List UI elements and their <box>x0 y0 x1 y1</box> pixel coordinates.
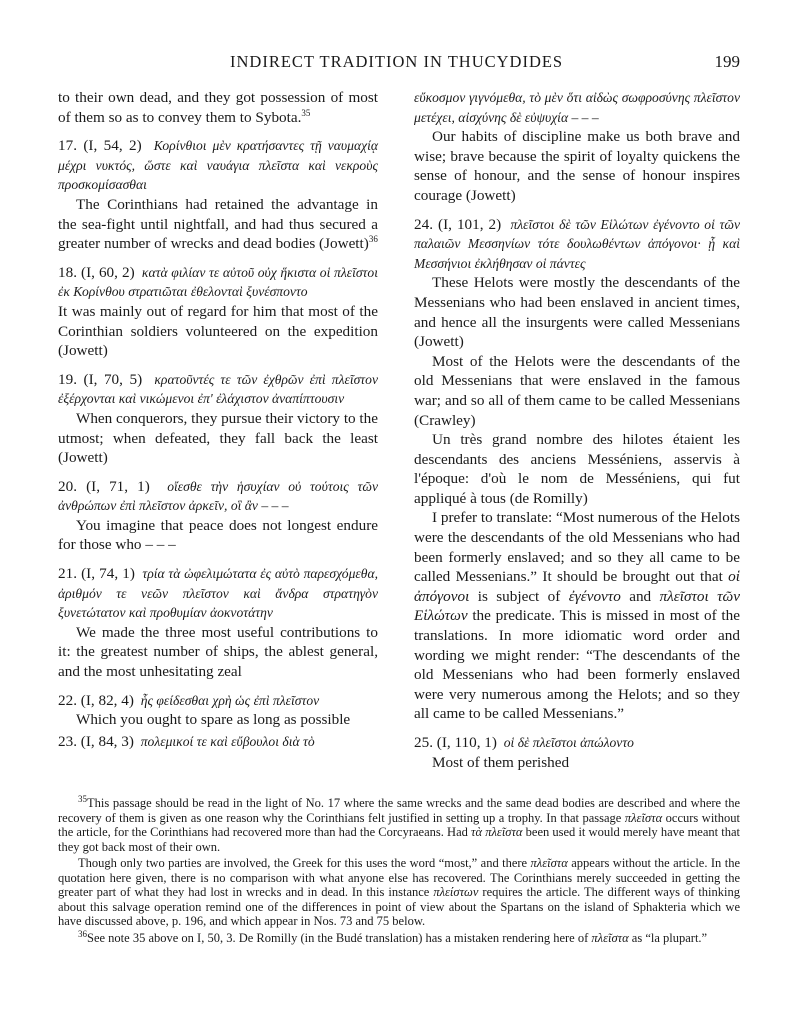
intro-paragraph: to their own dead, and they got possession of most of them so as to convey them to Sybota.$^{35}$ <box>58 89 378 126</box>
footnotes <box>58 793 741 947</box>
translation: It was mainly out of regard for him that most of the Corinthian soldiers volunteered on the expedition (Jowett) <box>58 302 378 360</box>
translation-jowett: These Helots were mostly the descendants of the Messenians who had been enslaved in ancient times, and hence all the insurgents were called Messenians (Jowett) <box>414 274 740 351</box>
greek-quote: τρία τὰ ὠφελιμώτατα ἐς αὐτὸ παρεσχόμεθα, ἀριθμόν τε νεῶν πλεῖστον καὶ ἄνδρα στρατηγὸν ξυνετώτατον καὶ προθυμίαν ἀοκνοτάτην <box>58 566 378 621</box>
footnote-35-continued: Though only two parties are involved, the Greek for this uses the word “most,” and there πλεῖστα appears without the article. In the quotation here given, there is no comparison with what anyone else has recovered. The Corinthians merely succeeded in getting the greater part of what they had lost in wrecks and in dead. In this instance πλείστων requires the article. The different ways of thinking about this salvage operation remind one of the differences in point of view about the Spartans on the island of Sphakteria which we have discussed above, p. 196, and which appear in Nos. 73 and 75 below. <box>58 856 740 928</box>
entry-ref: 22. (I, 82, 4) <box>58 691 134 709</box>
entry-25 <box>414 733 740 772</box>
entry-23 <box>58 732 378 752</box>
greek-quote: πολεμικοί τε καὶ εὔβουλοι διὰ τὸ <box>140 733 315 749</box>
translation: Most of them perished <box>432 753 570 771</box>
right-column <box>414 88 740 781</box>
page-header <box>58 52 740 74</box>
entry-ref: 20. (I, 71, 1) <box>58 477 150 495</box>
greek-quote: ἧς φείδεσθαι χρὴ ὡς ἐπὶ πλεῖστον <box>140 692 320 708</box>
translation: You imagine that peace does not longest endure for those who – – – <box>58 516 378 554</box>
entry-ref: 18. (I, 60, 2) <box>58 263 135 281</box>
greek-quote: πλεῖστοι δὲ τῶν Εἱλώτων ἐγένοντο οἱ τῶν παλαιῶν Μεσσηνίων τότε δουλωθέντων ἀπόγονοι· ᾗ καὶ Μεσσήνιοι ἐκλήθησαν οἱ πάντες <box>414 216 740 271</box>
translation: Which you ought to spare as long as possible <box>76 711 351 729</box>
entry-ref: 24. (I, 101, 2) <box>414 215 502 233</box>
footnote-36: $^{36}$See note 35 above on I, 50, 3. De Romilly (in the Budé translation) has a mistaken rendering here of πλεῖστα as “la plupart.” <box>78 928 708 945</box>
translation-crawley: Most of the Helots were the descendants of the old Messenians that were enslaved in the famous war; and so all of them came to be called Messenians (Crawley) <box>414 352 740 429</box>
entry-ref: 23. (I, 84, 3) <box>58 732 134 750</box>
greek-quote: οἴεσθε τὴν ἡσυχίαν οὐ τούτοις τῶν ἀνθρώπων ἐπὶ πλεῖστον ἀρκεῖν, οἳ ἂν – – – <box>58 478 378 514</box>
entry-22 <box>58 691 378 730</box>
entry-20 <box>58 477 378 555</box>
entry-23-continued <box>414 88 740 206</box>
translation: The Corinthians had retained the advantage in the sea-fight until nightfall, and had thus secured a greater number of wrecks and dead bodies (Jowett) <box>58 195 378 253</box>
entry-19 <box>58 370 378 468</box>
page-number: 199 <box>714 52 740 71</box>
entry-18 <box>58 263 378 361</box>
translation: We made the three most useful contributions to it: the greatest number of ships, the ablest general, and the most unhesitating zeal <box>58 623 378 681</box>
greek-quote: εὔκοσμον γιγνόμεθα, τὸ μὲν ὅτι αἰδὼς σωφροσύνης πλεῖστον μετέχει, αἰσχύνης δὲ εὐψυχία – – – <box>414 90 740 125</box>
footnote-ref-35: 35 <box>301 107 311 118</box>
entry-ref: 25. (I, 110, 1) <box>414 734 497 751</box>
entry-ref: 17. (I, 54, 2) <box>58 137 142 155</box>
footnote-ref-36: 36 <box>368 234 378 245</box>
entry-24 <box>414 215 740 724</box>
greek-quote: οἱ δὲ πλεῖστοι ἀπώλοντο <box>503 735 634 750</box>
translation: When conquerors, they pursue their victory to the utmost; when defeated, they fall back the least (Jowett) <box>58 409 378 467</box>
greek-quote: κρατοῦντές τε τῶν ἐχθρῶν ἐπὶ πλεῖστον ἐξέρχονται καὶ νικώμενοι ἐπ' ἐλάχιστον ἀναπίπτουσιν <box>58 371 378 407</box>
footnote-35: $^{35}$This passage should be read in the light of No. 17 where the same wrecks and the same dead bodies are described and where the recovery of them is given as one reason why the Corinthians felt justified in setting up a trophy. In that passage πλεῖστα occurs without the article, for the Corinthians had recovered more than had the Corcyraeans. Had τὰ πλεῖστα been used it would merely have meant that they got back most of their own. <box>58 793 741 854</box>
entry-17 <box>58 136 378 254</box>
translation-romilly: Un très grand nombre des hilotes étaient les descendants des anciens Messéniens, asservis à l'époque: d'où le nom de Messéniens, qui fut appliqué à tous (de Romilly) <box>414 431 740 507</box>
running-title: INDIRECT TRADITION IN THUCYDIDES <box>230 52 564 71</box>
left-column <box>58 88 378 751</box>
entry-ref: 21. (I, 74, 1) <box>58 565 135 583</box>
greek-quote: κατὰ φιλίαν τε αὐτοῦ οὐχ ἥκιστα οἱ πλεῖστοι ἐκ Κορίνθου στρατιῶται ἐθελονταὶ ξυνέσποντο <box>58 264 378 300</box>
translation: Our habits of discipline make us both brave and wise; brave because the spirit of loyalty quickens the sense of honour, and the sense of honour inspires courage (Jowett) <box>414 128 740 204</box>
greek-quote: Κορίνθιοι μὲν κρατήσαντες τῇ ναυμαχίᾳ μέχρι νυκτός, ὥστε καὶ ναυάγια πλεῖστα καὶ νεκροὺς προσκομίσασθαι <box>58 138 378 193</box>
author-translation: I prefer to translate: “Most numerous of the Helots were the descendants of the old Messenians who had been formerly enslaved; and so they all came to be called Messenians.” It should be brought out that οἱ ἀπόγονοι is subject of ἐγένοντο and πλεῖστοι τῶν Εἱλώτων the predicate. This is missed in most of the translations. In more idiomatic word order and wording we might render: “The descendants of the old Messenians who had been formerly enslaved were very numerous among the Helots; and so they all came to be called Messenians.” <box>414 509 740 723</box>
entry-21 <box>58 564 378 682</box>
entry-ref: 19. (I, 70, 5) <box>58 370 143 388</box>
